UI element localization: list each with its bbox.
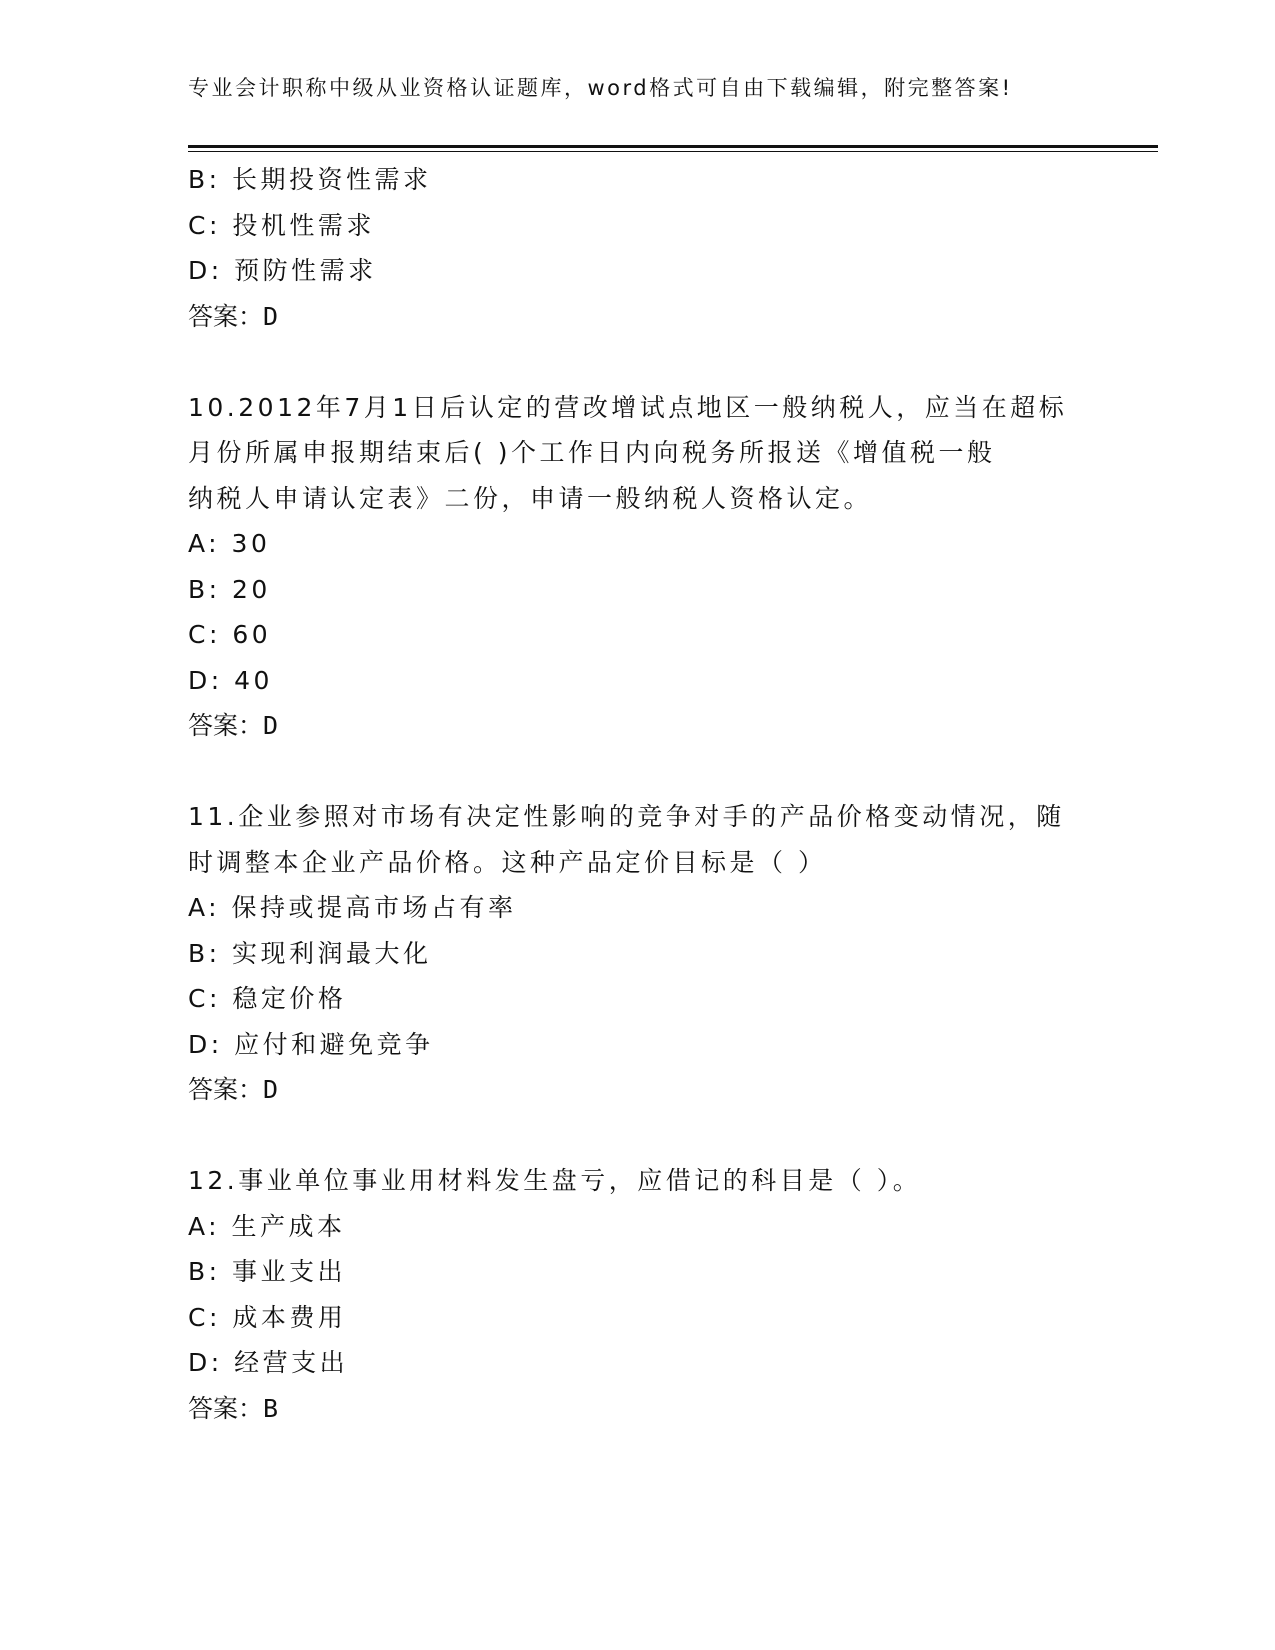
question-text-line: 时调整本企业产品价格。这种产品定价目标是（ ） bbox=[188, 847, 827, 877]
option-c: C: 稳定价格 bbox=[188, 984, 347, 1013]
spacer bbox=[188, 339, 1088, 385]
header-rule-thick bbox=[188, 145, 1158, 148]
option-a: A: 保持或提高市场占有率 bbox=[188, 893, 517, 922]
option-c: C: 投机性需求 bbox=[188, 210, 375, 240]
answer: 答案：D bbox=[188, 1075, 279, 1104]
option-d: D: 预防性需求 bbox=[188, 256, 377, 285]
question-content bbox=[188, 157, 1088, 1431]
page-header: 专业会计职称中级从业资格认证题库，word格式可自由下载编辑，附完整答案! bbox=[188, 76, 1013, 100]
option-a: A: 30 bbox=[188, 529, 271, 558]
option-b: B: 20 bbox=[188, 574, 271, 604]
question-11 bbox=[188, 794, 1088, 1113]
question-text-line: 12.事业单位事业用材料发生盘亏，应借记的科目是（ ）。 bbox=[188, 1166, 922, 1195]
question-text-line: 纳税人申请认定表》二份，申请一般纳税人资格认定。 bbox=[188, 483, 873, 513]
answer: 答案：D bbox=[188, 301, 279, 331]
header-rule-thin bbox=[188, 151, 1158, 152]
question-10 bbox=[188, 385, 1088, 749]
option-a: A: 生产成本 bbox=[188, 1211, 346, 1241]
spacer bbox=[188, 1113, 1088, 1159]
option-c: C: 60 bbox=[188, 620, 272, 649]
spacer bbox=[188, 749, 1088, 795]
option-d: D: 经营支出 bbox=[188, 1348, 349, 1377]
answer: 答案：D bbox=[188, 711, 279, 740]
question-text-line: 10.2012年7月1日后认定的营改增试点地区一般纳税人，应当在超标 bbox=[188, 392, 1068, 422]
option-d: D: 40 bbox=[188, 665, 273, 695]
option-c: C: 成本费用 bbox=[188, 1302, 347, 1332]
option-d: D: 应付和避免竞争 bbox=[188, 1029, 434, 1059]
prev-question bbox=[188, 157, 1088, 339]
question-text-line: 11.企业参照对市场有决定性影响的竞争对手的产品价格变动情况，随 bbox=[188, 802, 1065, 831]
answer: 答案：B bbox=[188, 1393, 279, 1423]
option-b: B: 事业支出 bbox=[188, 1257, 347, 1286]
option-b: B: 长期投资性需求 bbox=[188, 165, 432, 194]
question-text-line: 月份所属申报期结束后( )个工作日内向税务所报送《增值税一般 bbox=[188, 438, 996, 467]
option-b: B: 实现利润最大化 bbox=[188, 938, 432, 968]
question-12 bbox=[188, 1158, 1088, 1431]
